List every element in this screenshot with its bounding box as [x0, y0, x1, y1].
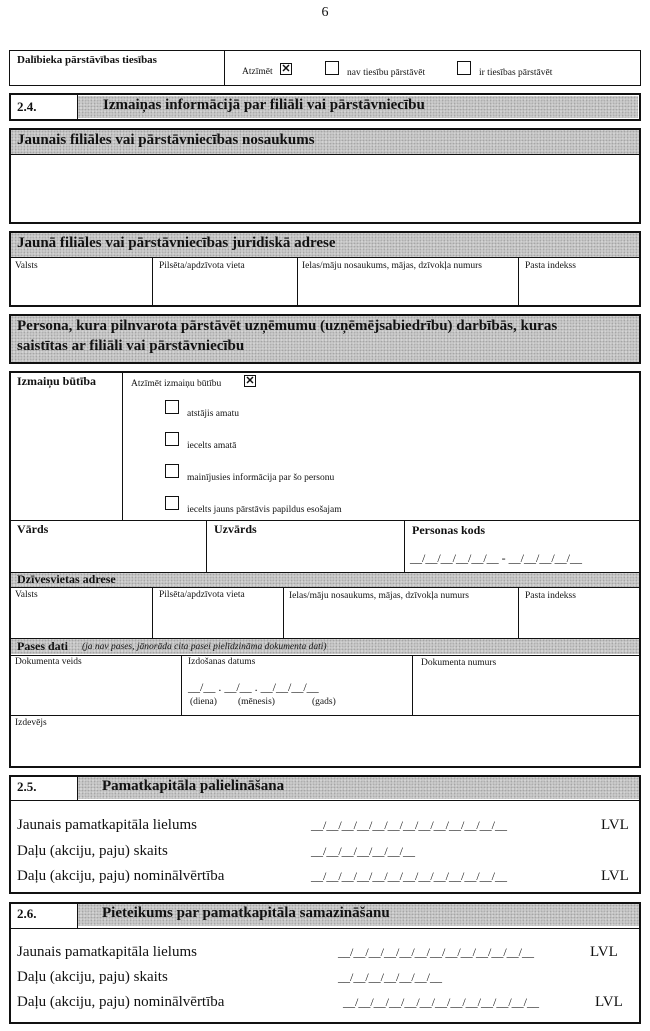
option-left-office-checkbox[interactable]	[165, 400, 179, 414]
section-2-6-number: 2.6.	[17, 906, 37, 921]
change-nature-label: Izmaiņu būtība	[17, 374, 97, 388]
address-city-label: Pilsēta/apdzīvota vieta	[159, 261, 245, 271]
s25-shares-count-label: Daļu (akciju, paju) skaits	[17, 843, 168, 859]
address-country-label: Valsts	[15, 261, 38, 271]
document-number-label: Dokumenta numurs	[421, 658, 497, 668]
divider	[9, 655, 641, 656]
option-appointed-label: iecelts amatā	[187, 441, 237, 451]
mark-label: Atzīmēt	[242, 67, 273, 77]
s26-capital-unit: LVL	[590, 944, 618, 960]
new-name-field[interactable]	[12, 157, 638, 221]
s25-capital-field[interactable]: __/__/__/__/__/__/__/__/__/__/__/__/__	[311, 818, 508, 832]
passport-note: (ja nav pases, jānorāda cita pasei pielīdzināma dokumenta dati)	[82, 642, 327, 652]
personal-code-field[interactable]: __/__/__/__/__/__ - __/__/__/__/__	[410, 551, 583, 565]
section-2-5-title: Pamatkapitāla palielināšana	[102, 778, 285, 794]
s25-capital-label: Jaunais pamatkapitāla lielums	[17, 817, 197, 833]
s26-shares-count-field[interactable]: __/__/__/__/__/__/__	[338, 970, 443, 984]
divider	[181, 655, 182, 715]
divider	[297, 257, 298, 307]
representation-mark-checkbox[interactable]: ✕	[281, 63, 291, 75]
s25-capital-unit: LVL	[601, 817, 629, 833]
personal-code-label: Personas kods	[412, 523, 486, 537]
issuer-label: Izdevējs	[15, 718, 47, 728]
residence-country-label: Valsts	[15, 590, 38, 600]
divider	[77, 775, 78, 800]
page-number: 6	[321, 5, 329, 20]
divider	[412, 655, 413, 715]
divider	[9, 800, 641, 801]
issue-date-label: Izdošanas datums	[188, 657, 256, 667]
divider	[9, 928, 641, 929]
residence-city-label: Pilsēta/apdzīvota vieta	[159, 590, 245, 600]
new-name-title: Jaunais filiāles vai pārstāvniecības nosaukums	[17, 132, 315, 148]
option-appointed-checkbox[interactable]	[165, 432, 179, 446]
section-2-4-title: Izmaiņas informācijā par filiāli vai pārstāvniecību	[103, 97, 425, 113]
s25-nominal-field[interactable]: __/__/__/__/__/__/__/__/__/__/__/__/__	[311, 869, 508, 883]
s25-shares-count-field[interactable]: __/__/__/__/__/__/__	[311, 844, 416, 858]
has-rights-label: ir tiesības pārstāvēt	[479, 68, 553, 78]
option-new-representative-label: iecelts jauns pārstāvis papildus esošajam	[187, 505, 342, 515]
authorized-person-title-line2: saistītas ar filiāli vai pārstāvniecību	[17, 338, 245, 354]
divider	[152, 587, 153, 638]
authorized-person-title-line1: Persona, kura pilnvarota pārstāvēt uzņēmumu (uzņēmējsabiedrību) darbībās, kuras	[17, 318, 558, 334]
option-info-changed-checkbox[interactable]	[165, 464, 179, 478]
divider	[518, 257, 519, 307]
change-mark-label: Atzīmēt izmaiņu būtību	[131, 379, 222, 389]
option-info-changed-label: mainījusies informācija par šo personu	[187, 473, 335, 483]
s25-nominal-label: Daļu (akciju, paju) nominālvērtība	[17, 868, 225, 884]
month-label: (mēnesis)	[238, 697, 275, 707]
s25-nominal-unit: LVL	[601, 868, 629, 884]
no-rights-label: nav tiesību pārstāvēt	[347, 68, 426, 78]
divider	[152, 257, 153, 307]
document-type-label: Dokumenta veids	[15, 657, 82, 667]
s26-nominal-field[interactable]: __/__/__/__/__/__/__/__/__/__/__/__/__	[343, 995, 540, 1009]
has-rights-checkbox[interactable]	[457, 61, 471, 75]
s26-nominal-label: Daļu (akciju, paju) nominālvērtība	[17, 994, 225, 1010]
s26-capital-label: Jaunais pamatkapitāla lielums	[17, 944, 197, 960]
divider	[9, 154, 641, 155]
divider	[9, 587, 641, 588]
address-street-label: Ielas/māju nosaukums, mājas, dzīvokļa numurs	[302, 261, 482, 271]
divider	[283, 587, 284, 638]
day-label: (diena)	[190, 697, 217, 707]
representation-label: Dalībieka pārstāvības tiesības	[17, 54, 157, 66]
change-mark-checkbox[interactable]: ✕	[245, 375, 255, 387]
section-2-4-number: 2.4.	[17, 99, 37, 114]
no-rights-checkbox[interactable]	[325, 61, 339, 75]
divider	[9, 257, 641, 258]
divider	[224, 50, 225, 86]
residence-postcode-label: Pasta indekss	[525, 591, 576, 601]
section-2-6-title: Pieteikums par pamatkapitāla samazināšanu	[102, 905, 390, 921]
divider	[518, 587, 519, 638]
passport-title: Pases dati	[17, 639, 68, 653]
divider	[9, 520, 641, 521]
first-name-label: Vārds	[17, 522, 49, 536]
address-title: Jaunā filiāles vai pārstāvniecības juridiskā adrese	[17, 235, 336, 251]
divider	[122, 371, 123, 520]
divider	[77, 902, 78, 928]
s26-capital-field[interactable]: __/__/__/__/__/__/__/__/__/__/__/__/__	[338, 945, 535, 959]
divider	[206, 520, 207, 572]
issue-date-field[interactable]: __/__ . __/__ . __/__/__/__	[188, 680, 319, 694]
divider	[404, 520, 405, 572]
person-details-box	[9, 371, 641, 768]
residence-street-label: Ielas/māju nosaukums, mājas, dzīvokļa numurs	[289, 591, 469, 601]
residence-title: Dzīvesvietas adrese	[17, 572, 116, 586]
s26-shares-count-label: Daļu (akciju, paju) skaits	[17, 969, 168, 985]
option-new-representative-checkbox[interactable]	[165, 496, 179, 510]
year-label: (gads)	[312, 697, 336, 707]
divider	[77, 93, 78, 121]
section-2-5-number: 2.5.	[17, 779, 37, 794]
divider	[9, 715, 641, 716]
address-postcode-label: Pasta indekss	[525, 261, 576, 271]
option-left-office-label: atstājis amatu	[187, 409, 239, 419]
surname-label: Uzvārds	[214, 522, 257, 536]
s26-nominal-unit: LVL	[595, 994, 623, 1010]
